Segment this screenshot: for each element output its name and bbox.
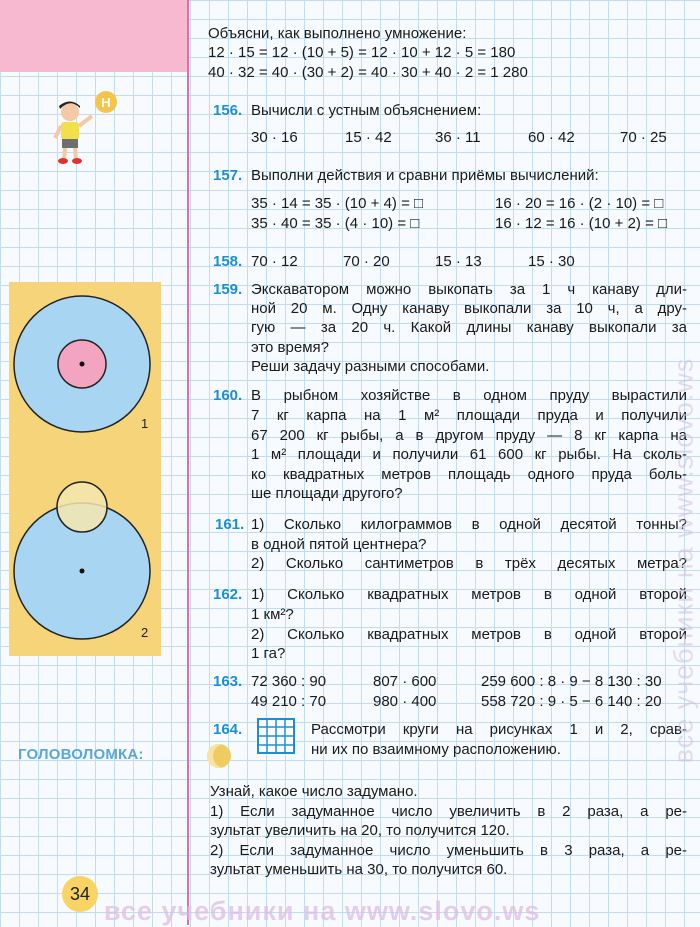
exercise-text: 7 кг карпа на 1 м² площади пруда и получили [251,407,687,424]
expression: 70 · 12 [251,253,298,270]
circles-figure-panel [9,282,161,656]
expression: 15 · 30 [528,253,575,270]
expression: 807 · 600 [373,673,437,690]
vertical-watermark: все учебники на www.slovo.ws [668,357,699,764]
exercise-text: Экскаватором можно выкопать за 1 ч канаву дли- [251,281,687,298]
expression: 30 · 16 [251,129,298,146]
mascot-badge-letter: Н [101,95,111,110]
expression: 70 · 25 [620,129,667,146]
exercise-number: 158. [213,253,243,270]
grid-task-icon [257,718,295,754]
expression: 72 360 : 90 [251,673,327,690]
exercise-number: 163. [213,673,243,690]
expression: 15 · 42 [345,129,392,146]
intro-equation: 12 · 15 = 12 · (10 + 5) = 12 · 10 + 12 · 5 = 180 [208,44,516,61]
puzzle-text: 1) Если задуманное число увеличить в 2 раза, а ре- [210,803,687,820]
exercise-number: 159. [213,281,243,298]
exercise-number: 157. [213,167,243,184]
exercise-number: 164. [213,721,243,738]
figure1-label: 1 [141,416,149,431]
exercise-text: ни их по взаимному расположению. [311,741,561,758]
pink-header-band [0,0,187,72]
expression: 49 210 : 70 [251,693,327,710]
exercise-text: 1) Сколько килограммов в одной десятой тонны? [251,516,687,533]
exercise-text: 2) Сколько сантиметров в трёх десятых метра? [251,555,687,572]
exercise-text: ше площади другого? [251,485,403,502]
exercise-text: Реши задачу разными способами. [251,358,490,375]
exercise-text: ко квадратных метров площадь одного пруда боль- [251,466,687,483]
boy-mascot-icon [50,88,130,166]
exercise-number: 162. [213,586,243,603]
exercise-text: Вычисли с устным объяснением: [251,102,482,119]
circles-drawing [9,282,161,656]
equation: 16 · 12 = 16 · (10 + 2) = □ [495,215,668,232]
bottom-watermark: все учебники на www.slovo.ws [104,896,541,926]
exercise-text: 2) Сколько квадратных метров в одной второй [251,626,687,643]
equation: 16 · 20 = 16 · (2 · 10) = □ [495,195,664,212]
exercise-text: Рассмотри круги на рисунках 1 и 2, срав- [311,721,687,738]
expression: 36 · 11 [435,129,481,146]
exercise-text: 1 км²? [251,606,294,623]
equation: 35 · 14 = 35 · (10 + 4) = □ [251,195,424,212]
page-number: 34 [62,876,98,912]
equation: 35 · 40 = 35 · (4 · 10) = □ [251,215,420,232]
puzzle-heading: ГОЛОВОЛОМКА: [18,746,144,763]
intro-equation: 40 · 32 = 40 · (30 + 2) = 40 · 30 + 40 · 2 = 1 280 [208,64,528,81]
expression: 980 · 400 [373,693,437,710]
exercise-text: ной 20 м. Одну канаву выкопали за 10 ч, а дру- [251,300,687,317]
exercise-number: 161. [215,516,245,533]
expression: 15 · 13 [435,253,482,270]
puzzle-text: Узнай, какое число задумано. [210,783,418,800]
exercise-text: В рыбном хозяйстве в одном пруду вырастили [251,387,687,404]
figure2-small-circle [57,482,107,532]
exercise-text: 67 200 кг рыбы, а в другом пруду — 8 кг карпа на [251,427,687,444]
expression: 558 720 : 9 · 5 − 6 140 : 20 [481,693,662,710]
exercise-text: в одной пятой центнера? [251,536,427,553]
puzzle-text: зультат увеличить на 20, то получится 120. [210,822,510,839]
exercise-text: Выполни действия и сравни приёмы вычислений: [251,167,599,184]
expression: 259 600 : 8 · 9 − 8 130 : 30 [481,673,662,690]
figure2-label: 2 [141,625,149,640]
expression: 70 · 20 [343,253,390,270]
moon-icon [207,744,231,768]
exercise-text: 1) Сколько квадратных метров в одной второй [251,586,687,603]
exercise-number: 160. [213,387,243,404]
puzzle-text: 2) Если задуманное число уменьшить в 3 раза, а ре- [210,842,687,859]
exercise-text: гую — за 20 ч. Какой длины канаву выкопали за [251,319,687,336]
left-margin-column [0,0,189,925]
exercise-text: это время? [251,339,329,356]
intro-line: Объясни, как выполнено умножение: [208,25,467,42]
exercise-text: 1 м² площади и получили 61 600 кг рыбы. На сколь- [251,446,687,463]
exercise-text: 1 га? [251,645,286,662]
puzzle-text: зультат уменьшить на 30, то получится 60. [210,861,508,878]
expression: 60 · 42 [528,129,575,146]
exercise-number: 156. [213,102,243,119]
